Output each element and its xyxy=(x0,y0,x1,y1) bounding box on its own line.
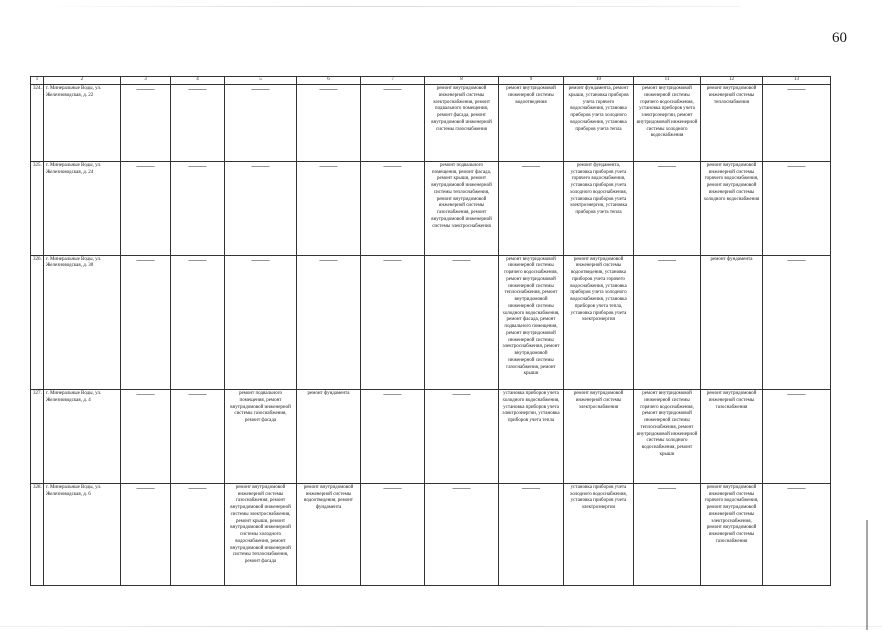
dash-mark: —— xyxy=(787,389,806,400)
dash-mark: —— xyxy=(658,161,676,171)
dash-mark: —— xyxy=(136,84,155,94)
empty-cell xyxy=(499,161,564,255)
dash-mark: —— xyxy=(319,84,338,94)
empty-cell xyxy=(361,390,425,484)
empty-cell xyxy=(121,390,171,484)
row-number: 328. xyxy=(31,483,44,585)
work-cell: ремонт внутридомовой инженерной системы электроснабжения xyxy=(564,390,634,484)
empty-cell xyxy=(425,483,499,585)
row-number: 324. xyxy=(31,85,44,162)
empty-cell xyxy=(361,85,425,162)
scan-artifact-bottom xyxy=(0,626,882,627)
column-header-10: 10 xyxy=(564,77,634,85)
empty-cell xyxy=(171,483,225,585)
work-cell: ремонт внутридомовой инженерной системы газоснабжения, ремонт внутридомовой инженерной системы электроснабжения, ремонт крыши, ремонт внутридомовой инженерной системы холодного водоснабжения, ремонт внутридомовой инженерной системы теплоснабжения, ремонт фасада xyxy=(225,483,297,585)
dash-mark: —— xyxy=(136,161,155,171)
dash-mark: —— xyxy=(787,483,806,493)
empty-cell xyxy=(171,255,225,389)
empty-cell xyxy=(297,85,361,162)
empty-cell xyxy=(121,85,171,162)
scan-artifact-edge xyxy=(866,520,868,630)
empty-cell xyxy=(763,483,831,585)
dash-mark: —— xyxy=(188,255,207,265)
empty-cell xyxy=(634,483,701,585)
works-table xyxy=(30,76,831,586)
empty-cell xyxy=(425,390,499,484)
row-number: 325. xyxy=(31,161,44,255)
row-number: 326. xyxy=(31,255,44,389)
dash-mark: —— xyxy=(658,255,676,265)
empty-cell xyxy=(425,255,499,389)
column-header-7: 7 xyxy=(361,77,425,85)
dash-mark: —— xyxy=(658,483,676,493)
row-address: г. Минеральные Воды, ул. Железноводская, д. 6 xyxy=(44,483,121,585)
column-header-9: 9 xyxy=(499,77,564,85)
empty-cell xyxy=(225,161,297,255)
dash-mark: —— xyxy=(188,161,207,171)
empty-cell xyxy=(171,85,225,162)
work-cell: ремонт внутридомовой инженерной системы горячего водоснабжения, ремонт внутридомовой инженерной системы электроснабжения, ремонт внутридомовой инженерной системы газоснабжения xyxy=(701,483,763,585)
dash-mark: —— xyxy=(319,255,338,265)
empty-cell xyxy=(297,161,361,255)
work-cell: установка приборов учета холодного водоснабжения, установка приборов учета электроэнергии xyxy=(564,483,634,585)
table-body xyxy=(31,85,831,586)
empty-cell xyxy=(763,161,831,255)
column-header-6: 6 xyxy=(297,77,361,85)
dash-mark: —— xyxy=(136,389,155,400)
column-header-8: 8 xyxy=(425,77,499,85)
column-header-13: 13 xyxy=(763,77,831,85)
page-number: 60 xyxy=(832,30,847,46)
table-row xyxy=(31,161,831,255)
empty-cell xyxy=(225,255,297,389)
table-row xyxy=(31,483,831,585)
work-cell: ремонт фундамента, установка приборов учета горячего водоснабжения, установка приборов учета холодного водоснабжения, установка приборов учета электроэнергии, установка приборов учета тепла xyxy=(564,161,634,255)
work-cell: ремонт внутридомовой инженерной системы горячего водоснабжения, установка приборов учета электроэнергии, ремонт внутридомовой инженерной системы холодного водоснабжения xyxy=(634,85,701,162)
work-cell: установка приборов учета холодного водоснабжения, установка приборов учета электроэнергии, установка приборов учета тепла xyxy=(499,390,564,484)
empty-cell xyxy=(297,255,361,389)
dash-mark: —— xyxy=(383,84,402,94)
dash-mark: —— xyxy=(787,84,806,94)
empty-cell xyxy=(121,483,171,585)
header-row xyxy=(31,77,831,85)
empty-cell xyxy=(361,161,425,255)
work-cell: ремонт внутридомовой инженерной системы водоотведения, установка приборов учета горячего водоснабжения, установка приборов учета холодного водоснабжения, установка приборов учета тепла, установка приборов учета электроэнергии xyxy=(564,255,634,389)
row-address: г. Минеральные Воды, ул. Железноводская, д. 24 xyxy=(44,161,121,255)
row-address: г. Минеральные Воды, ул. Железноводская, д. 30 xyxy=(44,255,121,389)
dash-mark: —— xyxy=(383,389,402,400)
empty-cell xyxy=(171,390,225,484)
dash-mark: —— xyxy=(319,161,338,171)
column-header-1: 1 xyxy=(31,77,44,85)
dash-mark: —— xyxy=(452,255,471,265)
dash-mark: —— xyxy=(188,483,207,493)
column-header-2: 2 xyxy=(44,77,121,85)
work-cell: ремонт внутридомовой инженерной системы горячего водоснабжения, ремонт внутридомовой инженерной системы теплоснабжения, ремонт внутридомовой инженерной системы холодного водоснабжения, ремонт крыши xyxy=(634,390,701,484)
work-cell: ремонт фундамента, ремонт крыши, установка приборов учета горячего водоснабжения, установка приборов учета холодного водоснабжения, установка приборов учета тепла xyxy=(564,85,634,162)
dash-mark: —— xyxy=(452,483,471,493)
dash-mark: —— xyxy=(522,483,540,493)
work-cell: ремонт внутридомовой инженерной системы горячего водоснабжения, ремонт внутридомовой инженерной системы холодного водоснабжения xyxy=(701,161,763,255)
dash-mark: —— xyxy=(136,483,155,493)
work-cell: ремонт внутридомовой инженерной системы электроснабжения, ремонт подвального помещения, ремонт фасада, ремонт внутридомовой инженерной системы газоснабжения xyxy=(425,85,499,162)
dash-mark: —— xyxy=(522,161,540,171)
column-header-3: 3 xyxy=(121,77,171,85)
dash-mark: —— xyxy=(452,389,471,400)
empty-cell xyxy=(171,161,225,255)
work-cell: ремонт фундамента xyxy=(297,390,361,484)
empty-cell xyxy=(361,255,425,389)
empty-cell xyxy=(121,161,171,255)
table-row xyxy=(31,390,831,484)
row-number: 327. xyxy=(31,390,44,484)
dash-mark: —— xyxy=(787,161,806,171)
dash-mark: —— xyxy=(251,255,270,265)
empty-cell xyxy=(121,255,171,389)
empty-cell xyxy=(763,85,831,162)
dash-mark: —— xyxy=(251,161,270,171)
dash-mark: —— xyxy=(383,161,402,171)
work-cell: ремонт подвального помещения, ремонт фасада, ремонт крыши, ремонт внутридомовой инженерной системы теплоснабжения, ремонт внутридомовой инженерной системы газоснабжения, ремонт внутридомовой инженерной системы электроснабжения xyxy=(425,161,499,255)
empty-cell xyxy=(763,390,831,484)
work-cell: ремонт внутридомовой инженерной системы водоотведения xyxy=(499,85,564,162)
column-header-4: 4 xyxy=(171,77,225,85)
dash-mark: —— xyxy=(136,255,155,265)
row-address: г. Минеральные Воды, ул. Железноводская, д. 22 xyxy=(44,85,121,162)
empty-cell xyxy=(225,85,297,162)
empty-cell xyxy=(634,161,701,255)
empty-cell xyxy=(634,255,701,389)
scan-artifact-top xyxy=(40,6,740,7)
table-row xyxy=(31,255,831,389)
work-cell: ремонт подвального помещения, ремонт внутридомовой инженерной системы газоснабжения, ремонт фасада xyxy=(225,390,297,484)
work-cell: ремонт внутридомовой инженерной системы газоснабжения xyxy=(701,390,763,484)
dash-mark: —— xyxy=(251,84,270,94)
work-cell: ремонт внутридомовой инженерной системы водоотведения, ремонт фундамента xyxy=(297,483,361,585)
column-header-11: 11 xyxy=(634,77,701,85)
empty-cell xyxy=(499,483,564,585)
work-cell: ремонт внутридомовой инженерной системы теплоснабжения xyxy=(701,85,763,162)
empty-cell xyxy=(763,255,831,389)
dash-mark: —— xyxy=(787,255,806,265)
column-header-12: 12 xyxy=(701,77,763,85)
work-cell: ремонт внутридомовой инженерной системы горячего водоснабжения, ремонт внутридомовой инженерной системы теплоснабжения, ремонт внутридомовой инженерной системы холодного водоснабжения, ремонт фасада, ремонт подвального помещения, ремонт внутридомовой инженерной системы электроснабжения, ремонт внутридомовой инженерной системы газоснабжения, ремонт крыши xyxy=(499,255,564,389)
table-row xyxy=(31,85,831,162)
row-address: г. Минеральные Воды, ул. Железноводская, д. 4 xyxy=(44,390,121,484)
dash-mark: —— xyxy=(188,84,207,94)
column-header-5: 5 xyxy=(225,77,297,85)
dash-mark: —— xyxy=(188,389,207,400)
dash-mark: —— xyxy=(383,255,402,265)
empty-cell xyxy=(361,483,425,585)
work-cell: ремонт фундамента xyxy=(701,255,763,389)
dash-mark: —— xyxy=(383,483,402,493)
